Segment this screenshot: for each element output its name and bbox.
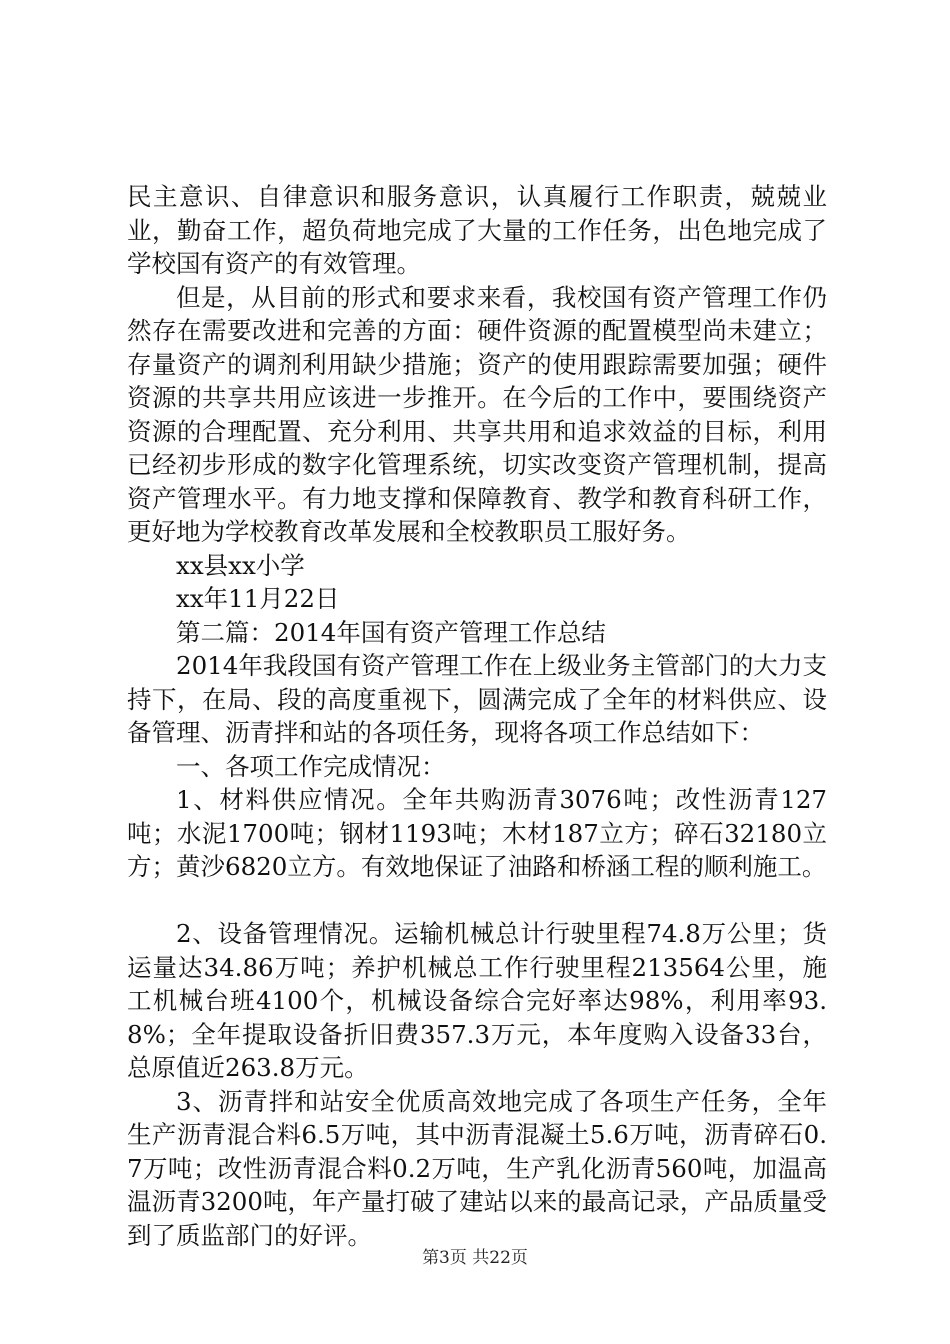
blank-line <box>127 884 827 918</box>
subheading-completion: 一、各项工作完成情况： <box>176 751 446 781</box>
paragraph-continuation: 民主意识、自律意识和服务意识，认真履行工作职责，兢兢业业，勤奋工作，超负荷地完成了大量的工作任务，出色地完成了学校国有资产的有效管理。 <box>127 182 827 278</box>
signature-school: xx县xx小学 <box>176 550 305 580</box>
paragraph-improvement: 但是，从目前的形式和要求来看，我校国有资产管理工作仍然存在需要改进和完善的方面：硬件资源的配置模型尚未建立；存量资产的调剂利用缺少措施；资产的使用跟踪需要加强；硬件资源的共享共用应该进一步推开。在今后的工作中，要围绕资产资源的合理配置、充分利用、共享共用和追求效益的目标，利用已经初步形成的数字化管理系统，切实改变资产管理机制，提高资产管理水平。有力地支撑和保障教育、教学和教育科研工作，更好地为学校教育改革发展和全校教职员工服好务。 <box>127 282 827 546</box>
paragraph-materials: 1、材料供应情况。全年共购沥青3076吨；改性沥青127吨；水泥1700吨；钢材1193吨；木材187立方；碎石32180立方；黄沙6820立方。有效地保证了油路和桥涵工程的顺利施工。 <box>127 785 827 881</box>
paragraph-equipment: 2、设备管理情况。运输机械总计行驶里程74.8万公里；货运量达34.86万吨；养护机械总工作行驶里程213564公里，施工机械台班4100个，机械设备综合完好率达98%，利用率93.8%；全年提取设备折旧费357.3万元，本年度购入设备33台，总原值近263.8万元。 <box>127 919 827 1082</box>
page-number-footer: 第3页 共22页 <box>422 1248 528 1268</box>
paragraph-asphalt-station: 3、沥青拌和站安全优质高效地完成了各项生产任务，全年生产沥青混合料6.5万吨，其中沥青混凝土5.6万吨，沥青碎石0.7万吨；改性沥青混合料0.2万吨，生产乳化沥青560吨，加温高温沥青3200吨，年产量打破了建站以来的最高记录，产品质量受到了质监部门的好评。 <box>127 1086 827 1250</box>
section-heading: 第二篇：2014年国有资产管理工作总结 <box>176 617 606 647</box>
signature-date: xx年11月22日 <box>176 584 340 613</box>
paragraph-intro: 2014年我段国有资产管理工作在上级业务主管部门的大力支持下，在局、段的高度重视下，圆满完成了全年的材料供应、设备管理、沥青拌和站的各项任务，现将各项工作总结如下： <box>127 651 827 747</box>
document-body <box>127 180 827 1252</box>
